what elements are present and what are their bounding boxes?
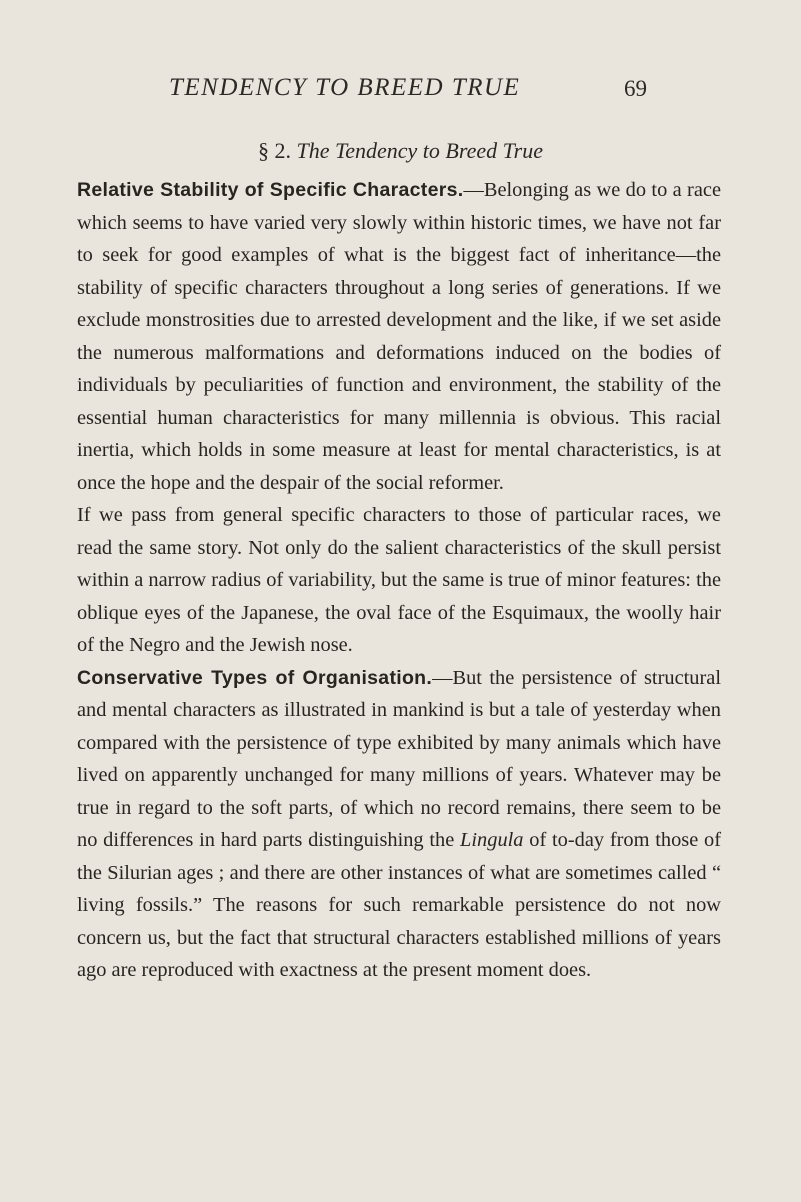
section-mark: § 2. <box>258 138 292 163</box>
running-title: TENDENCY TO BREED TRUE <box>169 74 521 101</box>
paragraph-text-continued: of to-day from those of the Silurian ages ; and there are other instances of what are sometimes called “ living fossils.” The reasons for such remarkable persistence do not now concern us, but the fact that structural characters established millions of years ago are reproduced with exactness at the present moment does. <box>77 829 721 981</box>
body-text <box>77 174 721 987</box>
paragraph-text: If we pass from general specific characters to those of particular races, we read the same story. Not only do the salient characteristics of the skull persist within a narrow radius of variability, but the same is true of minor features: the oblique eyes of the Japanese, the oval face of the Esquimaux, the woolly hair of the Negro and the Jewish nose. <box>77 504 721 656</box>
paragraph-conservative-types <box>77 662 721 987</box>
paragraph-lead: Conservative Types of Organisation. <box>77 666 433 689</box>
page-number: 69 <box>624 76 647 101</box>
paragraph-particular-races <box>77 499 721 662</box>
section-title: The Tendency to Breed True <box>296 138 543 163</box>
running-head <box>0 74 801 108</box>
genus-name-lingula: Lingula <box>460 829 524 851</box>
paragraph-relative-stability <box>77 174 721 499</box>
paragraph-lead: Relative Stability of Specific Characters. <box>77 179 464 201</box>
section-heading <box>0 138 801 164</box>
paragraph-text: —Belonging as we do to a race which seems to have varied very slowly within historic times, we have not far to seek for good examples of what is the biggest fact of inheritance—the stability of specific characters throughout a long series of generations. If we exclude monstrosities due to arrested development and the like, if we set aside the numerous malformations and deformations induced on the bodies of individuals by peculiarities of function and environment, the stability of the essential human characteristics for many millennia is obvious. This racial inertia, which holds in some measure at least for mental characteristics, is at once the hope and the despair of the social reformer. <box>77 179 721 494</box>
paragraph-text: —But the persistence of structural and mental characters as illustrated in mankind is but a tale of yesterday when compared with the persistence of type exhibited by many animals which have lived on apparently unchanged for many millions of years. Whatever may be true in regard to the soft parts, of which no record remains, there seem to be no differences in hard parts distinguishing the <box>77 666 721 851</box>
